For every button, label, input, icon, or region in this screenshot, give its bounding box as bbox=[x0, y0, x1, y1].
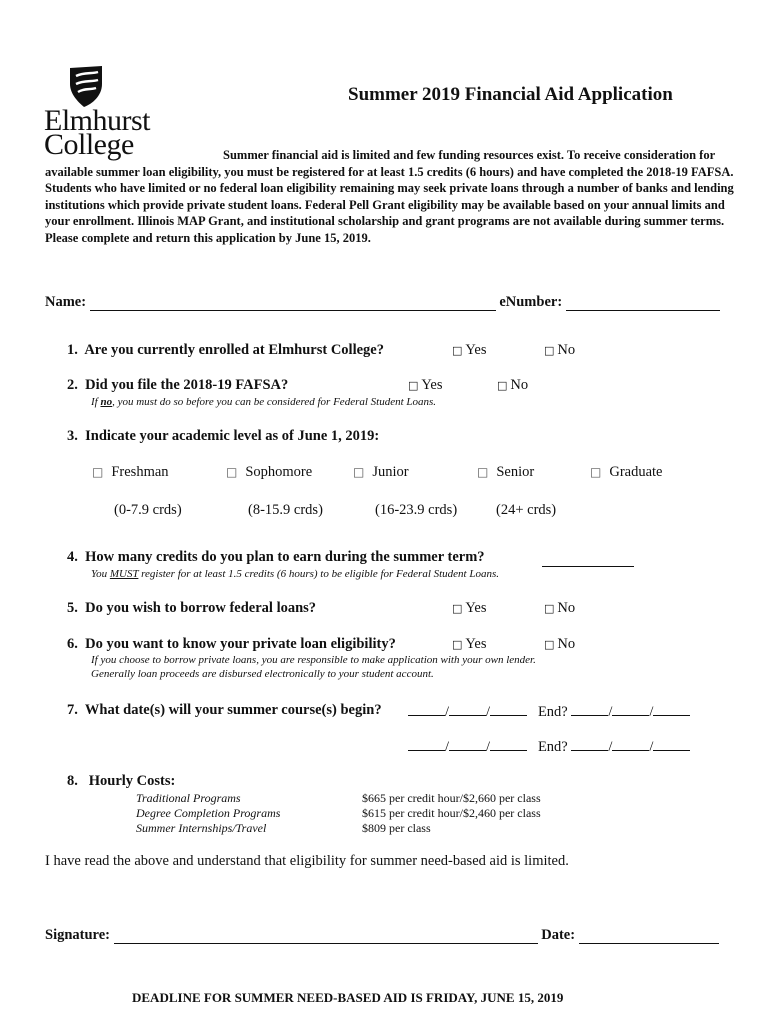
level-senior-option[interactable] bbox=[477, 464, 534, 481]
question-5 bbox=[67, 600, 316, 617]
level-junior-option[interactable] bbox=[353, 464, 409, 481]
start-date-2-day[interactable] bbox=[449, 737, 486, 751]
q6-no-checkbox[interactable]: □ bbox=[544, 638, 555, 651]
level-senior-label: Senior bbox=[496, 464, 535, 480]
q8-number: 8. bbox=[67, 773, 78, 789]
q8-text: Hourly Costs: bbox=[88, 773, 176, 789]
q4-note-must: MUST bbox=[109, 568, 139, 580]
q2-text: Did you file the 2018-19 FAFSA? bbox=[85, 377, 289, 393]
question-7 bbox=[67, 702, 382, 719]
level-graduate-option[interactable] bbox=[590, 464, 662, 481]
freshman-checkbox[interactable]: □ bbox=[92, 465, 104, 479]
q2-note bbox=[91, 396, 436, 408]
level-graduate-label: Graduate bbox=[609, 464, 663, 480]
start-date-2-year[interactable] bbox=[490, 737, 527, 751]
credits-freshman: (0-7.9 crds) bbox=[114, 502, 182, 518]
start-date-1-month[interactable] bbox=[408, 702, 445, 716]
q6-yes-checkbox[interactable]: □ bbox=[452, 638, 463, 651]
end-date-1-month[interactable] bbox=[571, 702, 608, 716]
enumber-field[interactable] bbox=[566, 296, 720, 311]
end-date-1-year[interactable] bbox=[653, 702, 690, 716]
q4-note bbox=[91, 568, 499, 580]
date-row-1: / / End? / / bbox=[408, 702, 690, 721]
acknowledgement-text: I have read the above and understand that eligibility for summer need-based aid is limited. bbox=[45, 853, 569, 869]
credits-junior: (16-23.9 crds) bbox=[375, 502, 458, 518]
date-label: Date: bbox=[541, 927, 576, 943]
q3-text: Indicate your academic level as of June 1, 2019: bbox=[85, 428, 380, 444]
q2-note-no: no bbox=[100, 396, 113, 408]
end-label-2: End? bbox=[537, 739, 568, 755]
start-date-1-day[interactable] bbox=[449, 702, 486, 716]
junior-checkbox[interactable]: □ bbox=[353, 465, 365, 479]
q5-no-checkbox[interactable]: □ bbox=[544, 602, 555, 615]
question-3 bbox=[67, 428, 379, 445]
q2-no-checkbox[interactable]: □ bbox=[497, 379, 508, 392]
cost-value-internships: $809 per class bbox=[362, 821, 431, 835]
sophomore-checkbox[interactable]: □ bbox=[226, 465, 238, 479]
credits-senior: (24+ crds) bbox=[496, 502, 557, 518]
date-row-2: / / End? / / bbox=[408, 737, 690, 756]
question-4 bbox=[67, 549, 485, 566]
q2-note-if: If bbox=[91, 396, 101, 408]
q1-yes-label: Yes bbox=[465, 342, 487, 358]
graduate-checkbox[interactable]: □ bbox=[590, 465, 602, 479]
end-date-2-day[interactable] bbox=[612, 737, 649, 751]
q1-yes-checkbox[interactable]: □ bbox=[452, 344, 463, 357]
q2-yes-option[interactable] bbox=[408, 377, 443, 394]
date-field[interactable] bbox=[579, 929, 719, 944]
level-freshman-label: Freshman bbox=[111, 464, 169, 480]
q5-text: Do you wish to borrow federal loans? bbox=[85, 600, 317, 616]
q6-number: 6. bbox=[67, 636, 78, 652]
end-date-2-year[interactable] bbox=[653, 737, 690, 751]
q3-number: 3. bbox=[67, 428, 78, 444]
q4-note-you: You bbox=[91, 568, 110, 580]
q4-text: How many credits do you plan to earn during the summer term? bbox=[85, 549, 485, 565]
q6-no-option[interactable] bbox=[544, 636, 575, 653]
q2-yes-checkbox[interactable]: □ bbox=[408, 379, 419, 392]
question-6 bbox=[67, 636, 396, 653]
name-field[interactable] bbox=[90, 296, 496, 311]
q5-yes-label: Yes bbox=[465, 600, 487, 616]
intro-paragraph: Summer financial aid is limited and few funding resources exist. To receive consideration for available summer loan eligibility, you must be registered for at least 1.5 credits (6 hours) and have completed the 2018-19 FAFSA. Students who have limited or no federal loan eligibility remaining may seek private loans through a number of banks and lending institutions which provide private student loans. Federal Pell Grant eligibility may be available based on your annual limits and your enrollment. Illinois MAP Grant, and institutional scholarship and grant programs are not available during summer terms. Please complete and return this application by June 15, 2019. bbox=[45, 148, 734, 245]
cost-label-traditional: Traditional Programs bbox=[136, 791, 241, 805]
q7-number: 7. bbox=[67, 702, 78, 718]
logo-word-college: College bbox=[44, 128, 134, 161]
deadline-notice: DEADLINE FOR SUMMER NEED-BASED AID IS FRIDAY, JUNE 15, 2019 bbox=[132, 990, 564, 1005]
q1-no-label: No bbox=[557, 342, 576, 358]
shield-crest-icon bbox=[66, 64, 106, 108]
signature-row bbox=[45, 927, 719, 944]
q6-text: Do you want to know your private loan eligibility? bbox=[85, 636, 396, 652]
name-row bbox=[45, 294, 720, 311]
cost-value-degree-completion: $615 per credit hour/$2,460 per class bbox=[362, 806, 541, 820]
q5-yes-option[interactable] bbox=[452, 600, 487, 617]
page-title: Summer 2019 Financial Aid Application bbox=[348, 84, 673, 105]
enumber-label: eNumber: bbox=[499, 294, 563, 310]
q5-no-option[interactable] bbox=[544, 600, 575, 617]
q1-no-option[interactable] bbox=[544, 342, 575, 359]
q2-no-option[interactable] bbox=[497, 377, 528, 394]
logo-word-elmhurst: Elmhurst bbox=[44, 104, 150, 137]
q6-no-label: No bbox=[557, 636, 576, 652]
senior-checkbox[interactable]: □ bbox=[477, 465, 489, 479]
question-1 bbox=[67, 342, 384, 359]
q1-text: Are you currently enrolled at Elmhurst College? bbox=[84, 342, 384, 358]
end-date-2-month[interactable] bbox=[571, 737, 608, 751]
cost-label-internships: Summer Internships/Travel bbox=[136, 821, 267, 835]
q6-yes-label: Yes bbox=[465, 636, 487, 652]
level-junior-label: Junior bbox=[372, 464, 409, 480]
q2-note-rest: , you must do so before you can be considered for Federal Student Loans. bbox=[112, 396, 437, 408]
q2-yes-label: Yes bbox=[421, 377, 443, 393]
cost-label-degree-completion: Degree Completion Programs bbox=[136, 806, 281, 820]
q2-number: 2. bbox=[67, 377, 78, 393]
signature-field[interactable] bbox=[114, 929, 538, 944]
q4-number: 4. bbox=[67, 549, 78, 565]
start-date-2-month[interactable] bbox=[408, 737, 445, 751]
credits-sophomore: (8-15.9 crds) bbox=[248, 502, 323, 518]
q6-note-line2: Generally loan proceeds are disbursed electronically to your student account. bbox=[91, 668, 434, 680]
level-sophomore-label: Sophomore bbox=[245, 464, 313, 480]
question-2 bbox=[67, 377, 288, 394]
end-date-1-day[interactable] bbox=[612, 702, 649, 716]
q1-yes-option[interactable] bbox=[452, 342, 487, 359]
q1-no-checkbox[interactable]: □ bbox=[544, 344, 555, 357]
q6-note-line1: If you choose to borrow private loans, you are responsible to make application with your own lender. bbox=[91, 654, 536, 666]
end-label-1: End? bbox=[537, 704, 568, 720]
level-sophomore-option[interactable] bbox=[226, 464, 312, 481]
q5-number: 5. bbox=[67, 600, 78, 616]
cost-value-traditional: $665 per credit hour/$2,660 per class bbox=[362, 791, 541, 805]
q7-text: What date(s) will your summer course(s) begin? bbox=[84, 702, 382, 718]
q2-no-label: No bbox=[510, 377, 529, 393]
name-label: Name: bbox=[45, 294, 87, 310]
q6-yes-option[interactable] bbox=[452, 636, 487, 653]
q5-yes-checkbox[interactable]: □ bbox=[452, 602, 463, 615]
start-date-1-year[interactable] bbox=[490, 702, 527, 716]
question-8 bbox=[67, 773, 175, 790]
level-freshman-option[interactable] bbox=[92, 464, 169, 481]
signature-label: Signature: bbox=[45, 927, 110, 943]
q1-number: 1. bbox=[67, 342, 78, 358]
credits-blank[interactable] bbox=[542, 553, 634, 567]
q4-note-rest: register for at least 1.5 credits (6 hours) to be eligible for Federal Student Loans. bbox=[138, 568, 500, 580]
q5-no-label: No bbox=[557, 600, 576, 616]
